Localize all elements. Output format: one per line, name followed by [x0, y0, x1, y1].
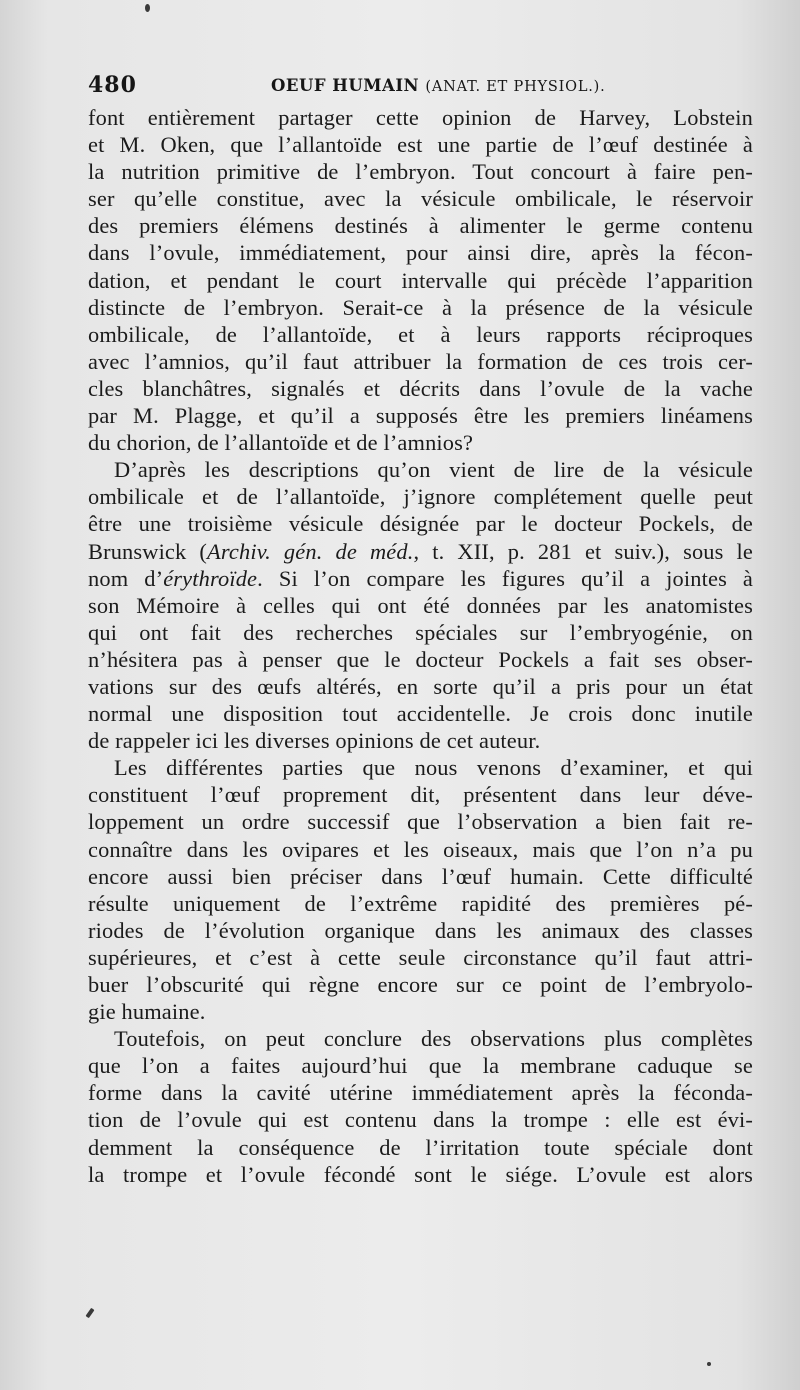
line-text: tion de l’ovule qui est contenu dans la trompe : elle est évi- [88, 1107, 753, 1133]
text-line [88, 998, 753, 1025]
text-line [88, 754, 753, 781]
text-line [88, 1134, 753, 1161]
line-text: la nutrition primitive de l’embryon. Tout concourt à faire pen- [88, 159, 753, 185]
text-line [88, 890, 753, 917]
ink-speck-bottom [85, 1308, 94, 1318]
text-line [88, 131, 753, 158]
line-text: Toutefois, on peut conclure des observations plus complètes [114, 1026, 753, 1052]
text-line [88, 917, 753, 944]
line-text: la trompe et l’ovule fécondé sont le siége. L’ovule est alors [88, 1161, 753, 1187]
text-line [88, 185, 753, 212]
text-line [88, 944, 753, 971]
line-text: ombilicale, de l’allantoïde, et à leurs rapports réciproques [88, 321, 753, 347]
page-number: 480 [88, 72, 137, 98]
line-text: Brunswick ( [88, 538, 208, 564]
line-text: cles blanchâtres, signalés et décrits dans l’ovule de la vache [88, 375, 753, 401]
text-line [88, 212, 753, 239]
text-line [88, 808, 753, 835]
text-line [88, 321, 753, 348]
line-text: font entièrement partager cette opinion de Harvey, Lobstein [88, 105, 753, 130]
line-text: buer l’obscurité qui règne encore sur ce point de l’embryolo- [88, 972, 753, 997]
text-line [88, 456, 753, 483]
line-text: encore aussi bien préciser dans l’œuf humain. Cette difficulté [88, 863, 753, 889]
text-line [88, 1161, 753, 1188]
text-line [88, 429, 753, 456]
text-line [88, 836, 753, 863]
text-line [88, 483, 753, 510]
line-text: , t. XII, p. 281 et suiv.), sous le [413, 538, 753, 564]
text-line [88, 402, 753, 429]
text-line [88, 538, 753, 565]
line-text: distincte de l’embryon. Serait-ce à la présence de la vésicule [88, 294, 753, 320]
line-text: forme dans la cavité utérine immédiatement après la féconda- [88, 1080, 753, 1106]
text-line [88, 1052, 753, 1079]
running-title [271, 76, 606, 95]
italic-text: Archiv. gén. de méd. [207, 538, 414, 564]
line-text: ombilicale et de l’allantoïde, j’ignore complétement quelle peut [88, 484, 753, 510]
text-line [88, 727, 753, 754]
text-line [88, 673, 753, 700]
text-line [88, 971, 753, 998]
line-text: nom d’ [88, 565, 164, 591]
text-line [88, 1025, 753, 1052]
line-text: D’après les descriptions qu’on vient de lire de la vésicule [114, 457, 753, 483]
line-text: gie humaine. [88, 999, 206, 1025]
line-text: vations sur des œufs altérés, en sorte qu’il a pris pour un état [88, 673, 753, 699]
line-text: que l’on a faites aujourd’hui que la membrane caduque se [88, 1053, 753, 1079]
running-header [88, 70, 748, 104]
line-text: de rappeler ici les diverses opinions de cet auteur. [88, 728, 541, 754]
line-text: dans l’ovule, immédiatement, pour ainsi dire, après la fécon- [88, 240, 753, 266]
text-line [88, 863, 753, 890]
text-line [88, 781, 753, 808]
text-line [88, 239, 753, 266]
line-text: riodes de l’évolution organique dans les animaux des classes [88, 917, 753, 943]
line-text: dation, et pendant le court intervalle qui précède l’apparition [88, 267, 753, 293]
text-line [88, 348, 753, 375]
line-text: n’hésitera pas à penser que le docteur Pockels a fait ses obser- [88, 646, 753, 672]
line-text: connaître dans les ovipares et les oiseaux, mais que l’on n’a pu [88, 836, 753, 862]
line-text: . Si l’on compare les figures qu’il a jointes à [257, 565, 753, 591]
text-line [88, 510, 753, 537]
text-line [88, 565, 753, 592]
text-line [88, 1106, 753, 1133]
line-text: constituent l’œuf proprement dit, présentent dans leur déve- [88, 782, 753, 808]
line-text: et M. Oken, que l’allantoïde est une partie de l’œuf destinée à [88, 132, 753, 158]
line-text: être une troisième vésicule désignée par le docteur Pockels, de [88, 511, 753, 537]
ink-speck-corner [707, 1362, 711, 1366]
text-line [88, 104, 753, 131]
line-text: son Mémoire à celles qui ont été données par les anatomistes [88, 592, 753, 618]
line-text: normal une disposition tout accidentelle. Je crois donc inutile [88, 701, 753, 727]
running-title-main: OEUF HUMAIN [271, 76, 420, 95]
line-text: ser qu’elle constitue, avec la vésicule ombilicale, le réservoir [88, 186, 753, 212]
line-text: du chorion, de l’allantoïde et de l’amnios? [88, 430, 474, 456]
line-text: Les différentes parties que nous venons d’examiner, et qui [114, 755, 753, 781]
text-line [88, 158, 753, 185]
text-line [88, 619, 753, 646]
line-text: résulte uniquement de l’extrême rapidité des premières pé- [88, 890, 753, 916]
text-line [88, 1079, 753, 1106]
line-text: qui ont fait des recherches spéciales sur l’embryogénie, on [88, 619, 753, 645]
italic-text: érythroïde [163, 565, 258, 591]
line-text: demment la conséquence de l’irritation toute spéciale dont [88, 1134, 753, 1160]
body-text [88, 104, 753, 1188]
line-text: par M. Plagge, et qu’il a supposés être les premiers linéamens [88, 403, 753, 429]
text-line [88, 592, 753, 619]
text-line [88, 646, 753, 673]
text-line [88, 294, 753, 321]
text-line [88, 267, 753, 294]
text-line [88, 375, 753, 402]
line-text: avec l’amnios, qu’il faut attribuer la formation de ces trois cer- [88, 348, 753, 374]
line-text: supérieures, et c’est à cette seule circonstance qu’il faut attri- [88, 944, 753, 970]
text-line [88, 700, 753, 727]
line-text: loppement un ordre successif que l’observation a bien fait re- [88, 809, 753, 835]
running-title-sub: (ANAT. ET PHYSIOL.). [425, 79, 606, 95]
line-text: des premiers élémens destinés à alimenter le germe contenu [88, 213, 753, 239]
ink-speck-top [145, 4, 150, 12]
